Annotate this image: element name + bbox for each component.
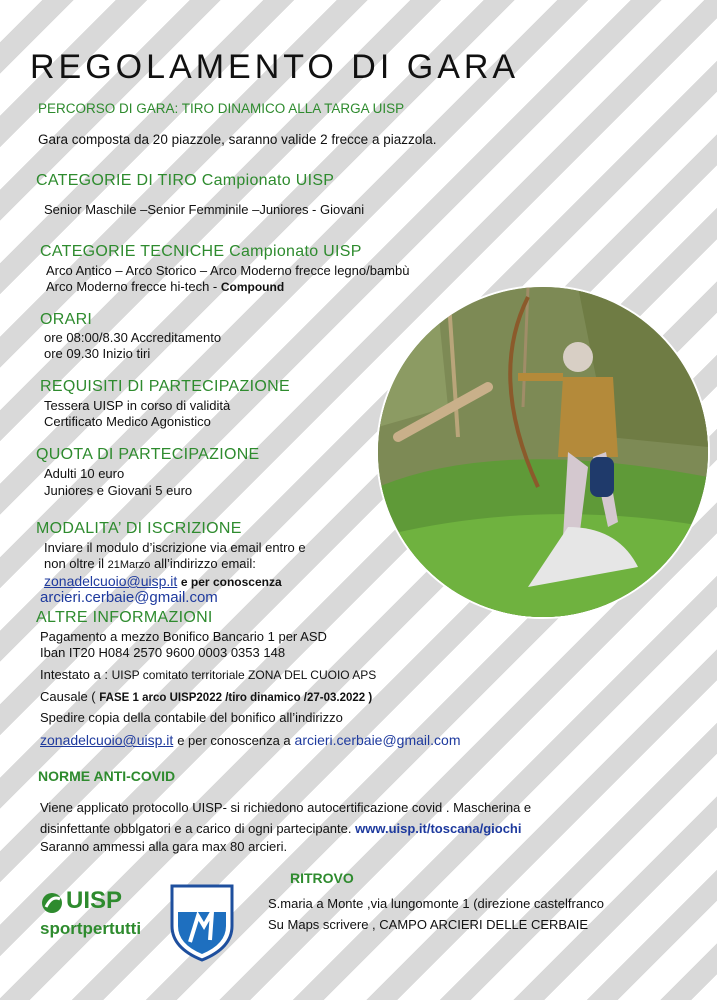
categorie-tecniche-line2 [46, 279, 284, 294]
orari-line2: ore 09.30 Inizio tiri [44, 346, 151, 361]
categorie-tiro-text: Senior Maschile –Senior Femminile –Juniores - Giovani [44, 202, 365, 217]
altre-spedire: Spedire copia della contabile del bonifico all’indirizzo [40, 710, 343, 725]
modalita-date: 21Marzo [107, 559, 151, 571]
ritrovo-line1: S.maria a Monte ,via lungomonte 1 (direzione castelfranco [268, 896, 605, 911]
requisiti-line1: Tessera UISP in corso di validità [44, 398, 231, 413]
altre-causale-value: FASE 1 arco UISP2022 /tiro dinamico /27-03.2022 ) [99, 692, 373, 704]
altre-heading: ALTRE INFORMAZIONI [36, 609, 213, 626]
altre-email-zonadelcuoio[interactable]: zonadelcuoio@uisp.it [40, 732, 174, 748]
ritrovo-line2: Su Maps scrivere , CAMPO ARCIERI DELLE CERBAIE [268, 917, 589, 932]
requisiti-heading: REQUISITI DI PARTECIPAZIONE [40, 378, 290, 395]
altre-iban: Iban IT20 H084 2570 9600 0003 0353 148 [40, 645, 286, 660]
club-shield [168, 882, 236, 962]
modalita-email-line [44, 573, 282, 589]
archer-illustration [378, 287, 708, 617]
norme-link[interactable]: www.uisp.it/toscana/giochi [355, 821, 522, 836]
altre-causale [40, 689, 372, 704]
email-link-zonadelcuoio[interactable]: zonadelcuoio@uisp.it [44, 573, 178, 589]
norme-line3: Saranno ammessi alla gara max 80 arcieri. [40, 839, 288, 854]
altre-email-line [40, 732, 460, 748]
altre-intestato-value: UISP comitato territoriale ZONA DEL CUOIO APS [111, 668, 377, 682]
modalita-line2-a: non oltre il [44, 556, 104, 571]
norme-line2-text: disinfettante obblgatori e a carico di ogni partecipante. [40, 821, 352, 836]
altre-email-mid: e per conoscenza a [177, 733, 291, 748]
quota-line2: Juniores e Giovani 5 euro [44, 483, 193, 498]
categorie-tecniche-heading: CATEGORIE TECNICHE Campionato UISP [40, 243, 362, 260]
altre-causale-label: Causale ( [40, 689, 96, 704]
compound-label: Compound [220, 280, 285, 294]
email-link-cerbaie[interactable]: arcieri.cerbaie@gmail.com [40, 589, 218, 606]
requisiti-line2: Certificato Medico Agonistico [44, 414, 211, 429]
quota-heading: QUOTA DI PARTECIPAZIONE [36, 446, 260, 463]
modalita-line2 [44, 556, 256, 571]
altre-line1: Pagamento a mezzo Bonifico Bancario 1 per ASD [40, 629, 327, 644]
altre-intestato-label: Intestato a : [40, 667, 108, 682]
categorie-tecniche-line1: Arco Antico – Arco Storico – Arco Moderno frecce legno/bambù [46, 263, 410, 278]
modalita-email-suffix: e per conoscenza [180, 575, 282, 589]
ritrovo-heading: RITROVO [290, 870, 354, 886]
altre-email-cerbaie[interactable]: arcieri.cerbaie@gmail.com [294, 732, 461, 748]
gara-text: Gara composta da 20 piazzole, saranno valide 2 frecce a piazzola. [38, 132, 437, 147]
page-title: REGOLAMENTO DI GARA [30, 48, 520, 86]
percorso-line: PERCORSO DI GARA: TIRO DINAMICO ALLA TARGA UISP [38, 101, 405, 116]
uisp-brand: UISP [66, 887, 123, 914]
archer-photo [376, 285, 710, 619]
uisp-logo [38, 885, 148, 955]
norme-heading: NORME ANTI-COVID [38, 768, 176, 784]
altre-intestato [40, 667, 376, 682]
categorie-tiro-heading: CATEGORIE DI TIRO Campionato UISP [36, 172, 335, 189]
norme-line1: Viene applicato protocollo UISP- si richiedono autocertificazione covid . Mascherina e [40, 800, 532, 815]
modalita-line2-c: all’indirizzo email: [154, 556, 256, 571]
orari-heading: ORARI [40, 311, 93, 328]
shield-icon [168, 882, 236, 962]
quota-line1: Adulti 10 euro [44, 466, 125, 481]
categorie-tecniche-line2-text: Arco Moderno frecce hi-tech - [46, 279, 218, 294]
modalita-heading: MODALITA’ DI ISCRIZIONE [36, 520, 242, 537]
norme-line2 [40, 821, 521, 836]
uisp-tagline: sportpertutti [40, 919, 142, 938]
orari-line1: ore 08:00/8.30 Accreditamento [44, 330, 222, 345]
modalita-line1: Inviare il modulo d’iscrizione via email entro e [44, 540, 306, 555]
